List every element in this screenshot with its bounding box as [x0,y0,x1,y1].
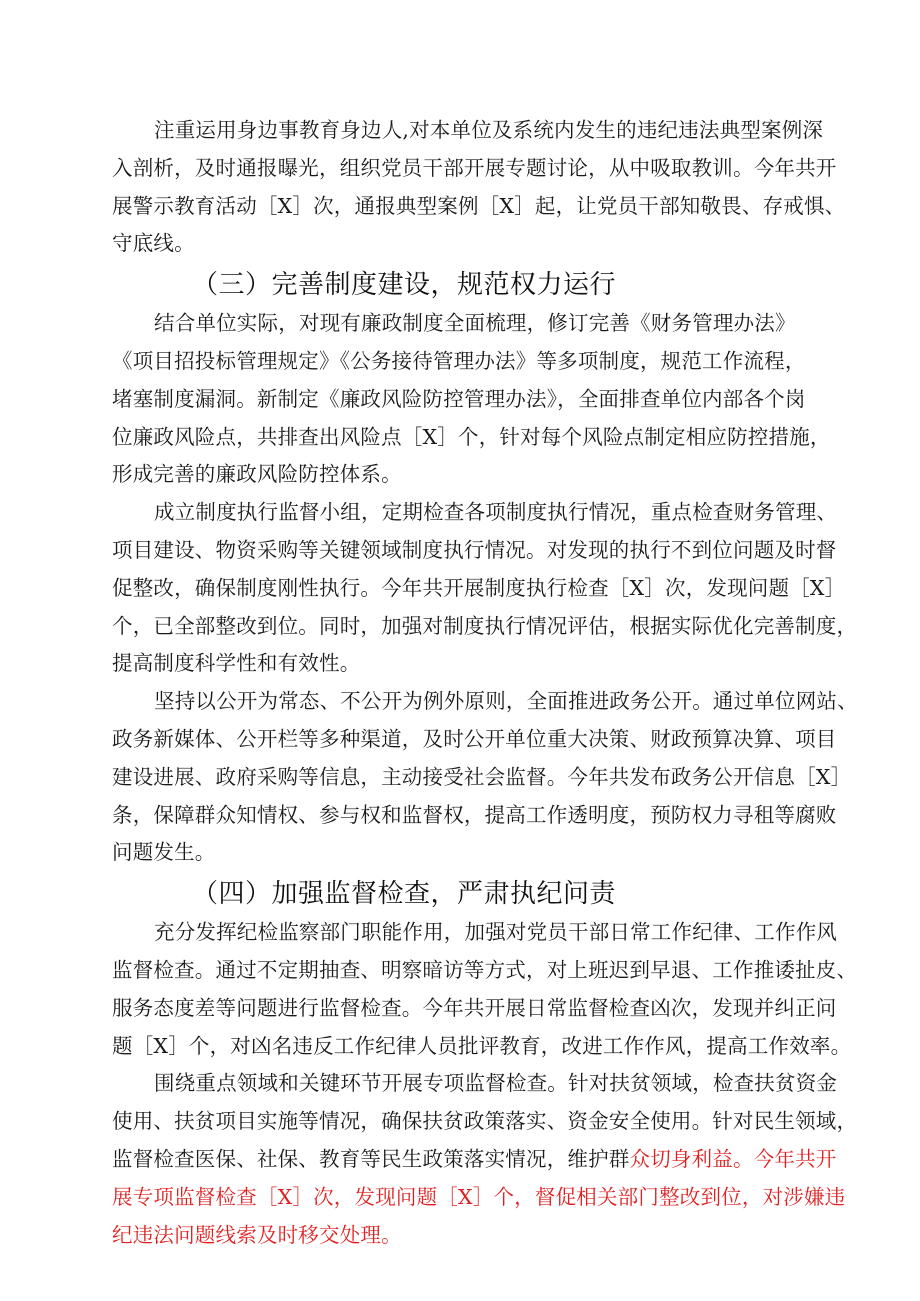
highlighted-text-line: 纪违法问题线索及时移交处理。 [112,1222,402,1247]
text-line: 形成完善的廉政风险防控体系。 [112,462,402,487]
text-line: 问题发生。 [112,840,216,865]
section-heading-3: （三）完善制度建设，规范权力运行 [192,270,617,301]
text-line: 堵塞制度漏洞。新制定《廉政风险防控管理办法》，全面排查单位内部各个岗 [112,386,806,411]
text-line: 监督检查。通过不定期抽查、明察暗访等方式，对上班迟到早退、工作推诿扯皮、 [112,957,858,982]
text-line: 《项目招投标管理规定》《公务接待管理办法》等多项制度，规范工作流程， [112,348,806,373]
text-line: 结合单位实际，对现有廉政制度全面梳理，修订完善《财务管理办法》 [154,311,796,336]
highlighted-text-line: 展专项监督检查［X］次，发现问题［X］个，督促相关部门整改到位，对涉嫌违 [112,1184,846,1209]
text-line: 充分发挥纪检监察部门职能作用，加强对党员干部日常工作纪律、工作作风 [154,920,838,945]
text-line: 政务新媒体、公开栏等多种渠道，及时公开单位重大决策、财政预算决算、项目 [112,726,837,751]
paragraph-special-supervision [112,1065,858,1254]
text-line: 条，保障群众知情权、参与权和监督权，提高工作透明度，预防权力寻租等腐败 [112,802,837,827]
text-segment: 监督检查医保、社保、教育等民生政策落实情况，维护群 [112,1146,630,1171]
text-line: 位廉政风险点，共排查出风险点［X］个，针对每个风险点制定相应防控措施， [112,424,831,449]
paragraph-government-openness [112,683,858,872]
text-line-mixed [112,1141,837,1179]
text-line: 展警示教育活动［X］次，通报典型案例［X］起，让党员干部知敬畏、存戒惧、 [112,193,846,218]
text-line: 提高制度科学性和有效性。 [112,651,361,676]
text-line: 个，已全部整改到位。同时，加强对制度执行情况评估，根据实际优化完善制度， [112,613,858,638]
text-line: 入剖析，及时通报曝光，组织党员干部开展专题讨论，从中吸取教训。今年共开 [112,155,837,180]
text-line: 成立制度执行监督小组，定期检查各项制度执行情况，重点检查财务管理、 [154,500,838,525]
text-line: 注重运用身边事教育身边人,对本单位及系统内发生的违纪违法典型案例深 [154,118,824,142]
text-line: 守底线。 [112,231,195,256]
paragraph-warning-education [112,112,846,263]
text-line: 题［X］个，对凶名违反工作纪律人员批评教育，改进工作作风，提高工作效率。 [112,1033,852,1058]
text-line: 建设进展、政府采购等信息，主动接受社会监督。今年共发布政务公开信息［X］ [112,764,852,789]
paragraph-system-revision [112,305,831,494]
text-line: 坚持以公开为常态、不公开为例外原则，全面推进政务公开。通过单位网站、 [154,689,858,714]
text-line: 促整改，确保制度刚性执行。今年共开展制度执行检查［X］次，发现问题［X］ [112,575,846,600]
paragraph-daily-supervision [112,914,858,1065]
document-page [112,112,858,1254]
text-line: 项目建设、物资采购等关键领域制度执行情况。对发现的执行不到位问题及时督 [112,537,837,562]
text-line: 服务态度差等问题进行监督检查。今年共开展日常监督检查凶次，发现并纠正问 [112,995,837,1020]
text-line: 使用、扶贫项目实施等情况，确保扶贫政策落实、资金安全使用。针对民生领域， [112,1109,858,1134]
highlighted-text: 众切身利益。今年共开 [629,1146,837,1171]
section-heading-4: （四）加强监督检查，严肃执纪问责 [192,879,617,910]
text-line: 围绕重点领域和关键环节开展专项监督检查。针对扶贫领域，检查扶贫资金 [154,1071,838,1096]
paragraph-execution-supervision [112,494,858,683]
